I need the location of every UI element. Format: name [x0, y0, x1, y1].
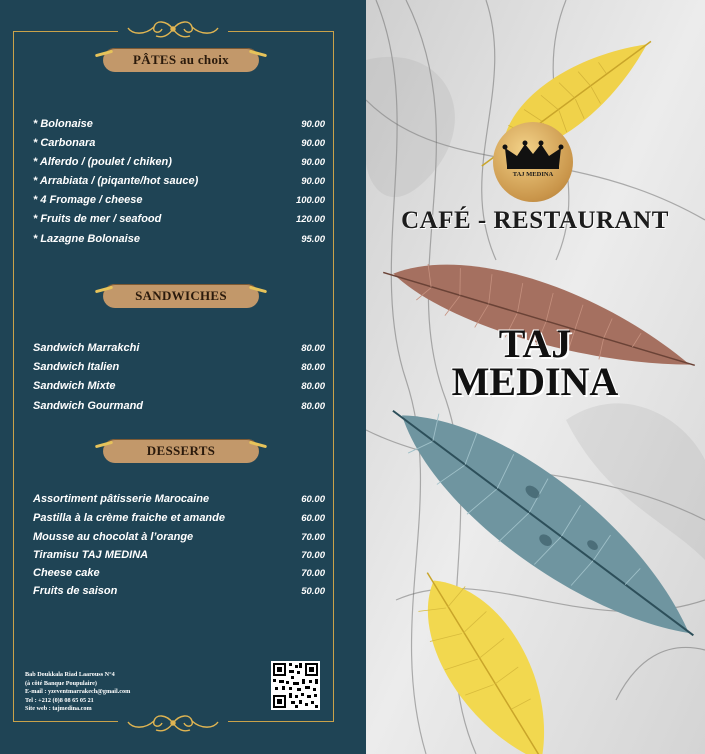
scroll-ornament-icon	[118, 18, 228, 40]
item-name: Cheese cake	[33, 567, 100, 579]
menu-item	[33, 491, 325, 507]
item-name: Pastilla à la crème fraiche et amande	[33, 512, 225, 524]
menu-item	[33, 398, 325, 414]
item-name: Fruits de saison	[33, 585, 118, 597]
menu-item	[33, 154, 325, 170]
section-banner-sandwiches	[103, 284, 259, 308]
menu-item	[33, 135, 325, 151]
crown-icon	[501, 140, 565, 170]
menu-item	[33, 547, 325, 563]
menu-item	[33, 340, 325, 356]
item-name: Mousse au chocolat à l’orange	[33, 531, 194, 543]
item-price: 90.00	[301, 175, 325, 187]
brand-line: TAJ	[498, 321, 572, 366]
item-name: Sandwich Mixte	[33, 380, 116, 392]
item-name: * 4 Fromage / cheese	[33, 194, 143, 206]
menu-item	[33, 583, 325, 599]
menu-item	[33, 231, 325, 247]
phone-line: Tel : +212 (0)8 08 65 05 21	[25, 696, 94, 704]
item-name: * Carbonara	[33, 137, 96, 149]
brand-title	[420, 321, 650, 404]
section-banner-pates	[103, 48, 259, 72]
menu-item	[33, 211, 325, 227]
scroll-ornament-icon	[118, 712, 228, 734]
item-name: Sandwich Marrakchi	[33, 342, 140, 354]
item-price: 70.00	[301, 549, 325, 561]
menu-item	[33, 565, 325, 581]
website-line: Site web : tajmedina.com	[25, 705, 92, 712]
section-banner-desserts	[103, 439, 259, 463]
item-price: 90.00	[301, 156, 325, 168]
item-price: 80.00	[301, 400, 325, 412]
item-name: * Lazagne Bolonaise	[33, 233, 140, 245]
item-price: 90.00	[301, 118, 325, 130]
item-price: 60.00	[301, 493, 325, 505]
item-name: * Alferdo / (poulet / chiken)	[33, 156, 172, 168]
item-price: 95.00	[301, 233, 325, 245]
cafe-restaurant-title: CAFÉ - RESTAURANT	[401, 207, 669, 234]
menu-item	[33, 378, 325, 394]
item-name: * Fruits de mer / seafood	[33, 213, 162, 225]
address-line: (à côté Banque Poupulaire)	[25, 679, 97, 687]
item-price: 120.00	[295, 213, 325, 225]
address-line: Bab Doukkala Riad Laarouss N°4	[25, 671, 115, 678]
item-name: Assortiment pâtisserie Marocaine	[33, 493, 210, 505]
contact-address	[25, 671, 225, 714]
item-price: 80.00	[301, 361, 325, 373]
item-name: Sandwich Gourmand	[33, 400, 144, 412]
section-title: SANDWICHES	[135, 288, 227, 303]
section-title: PÂTES au choix	[133, 52, 229, 67]
menu-item	[33, 359, 325, 375]
item-price: 50.00	[301, 585, 325, 597]
logo-text: TAJ MEDINA	[512, 171, 554, 178]
item-price: 60.00	[301, 512, 325, 524]
item-name: Sandwich Italien	[33, 361, 120, 373]
restaurant-logo	[493, 122, 573, 202]
menu-item	[33, 192, 325, 208]
item-price: 100.00	[295, 194, 325, 206]
item-price: 80.00	[301, 342, 325, 354]
menu-item	[33, 529, 325, 545]
item-price: 70.00	[301, 567, 325, 579]
item-price: 70.00	[301, 531, 325, 543]
item-name: * Bolonaise	[33, 118, 93, 130]
email-line: E-mail : yzeventmarrakech@gmail.com	[25, 688, 131, 695]
item-name: Tiramisu TAJ MEDINA	[33, 549, 149, 561]
item-price: 90.00	[301, 137, 325, 149]
item-name: * Arrabiata / (piqante/hot sauce)	[33, 175, 199, 187]
qr-code-icon[interactable]	[271, 661, 320, 710]
brand-line: MEDINA	[451, 359, 619, 404]
menu-item	[33, 510, 325, 526]
menu-item	[33, 116, 325, 132]
item-price: 80.00	[301, 380, 325, 392]
section-title: DESSERTS	[146, 443, 216, 458]
menu-item	[33, 173, 325, 189]
